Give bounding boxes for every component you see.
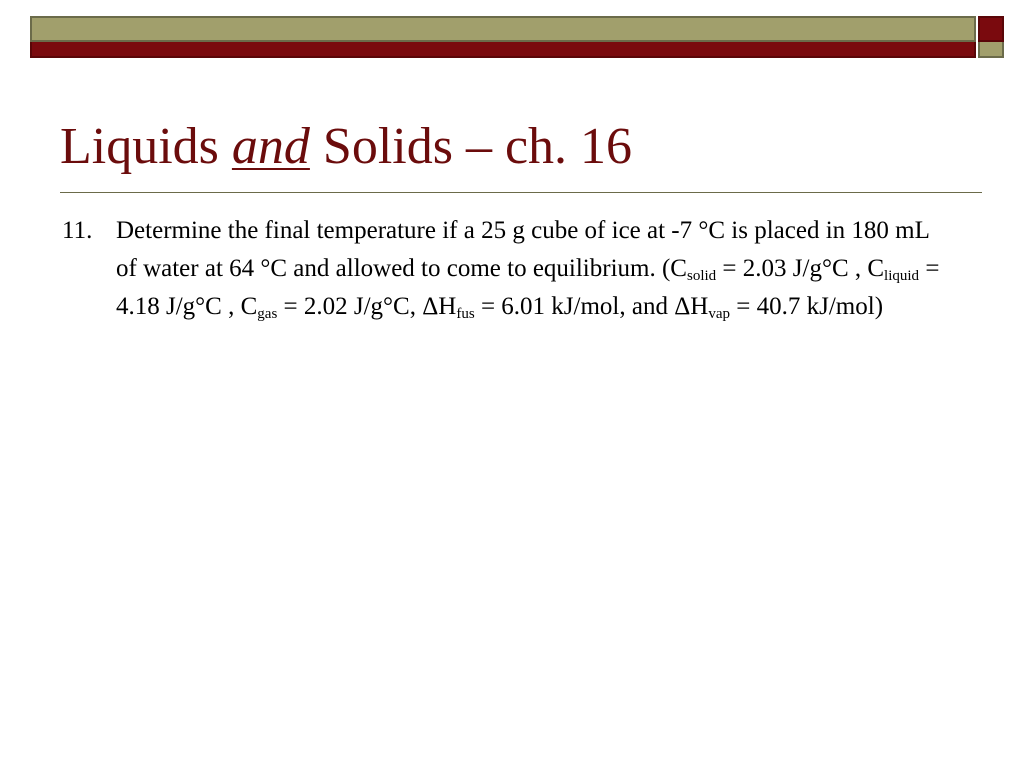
question-text-segment: = 2.02 J/g°C, ΔH xyxy=(277,293,457,320)
question-text-segment: = 40.7 kJ/mol) xyxy=(730,293,884,320)
header-banner xyxy=(30,16,1004,58)
title-emphasis: and xyxy=(231,118,310,175)
subscript-liquid: liquid xyxy=(884,268,920,284)
question-text xyxy=(116,212,952,326)
question-text-segment: = 4.18 J/g°C , C xyxy=(116,255,940,320)
subscript-fus: fus xyxy=(456,306,475,322)
title-text-end: Solids – ch. 16 xyxy=(309,118,633,175)
question-text-segment: Determine the final temperature if a 25 g cube of ice at -7 °C is placed in 180 mL of water at 64 °C and allowed to come to equilibrium. (C xyxy=(116,217,929,282)
question-item xyxy=(62,212,952,326)
question-number: 11. xyxy=(62,217,93,244)
subscript-vap: vap xyxy=(708,306,731,322)
banner-maroon-square xyxy=(978,16,1004,42)
banner-olive-square xyxy=(978,42,1004,58)
question-text-segment: = 6.01 kJ/mol, and ΔH xyxy=(474,293,709,320)
title-text-start: Liquids xyxy=(60,118,232,175)
banner-maroon-bar xyxy=(30,42,976,58)
slide-title xyxy=(60,118,632,175)
question-text-segment: = 2.03 J/g°C , C xyxy=(716,255,885,282)
title-divider xyxy=(60,192,982,193)
subscript-solid: solid xyxy=(686,268,717,284)
banner-olive-bar xyxy=(30,16,976,42)
subscript-gas: gas xyxy=(257,306,278,322)
